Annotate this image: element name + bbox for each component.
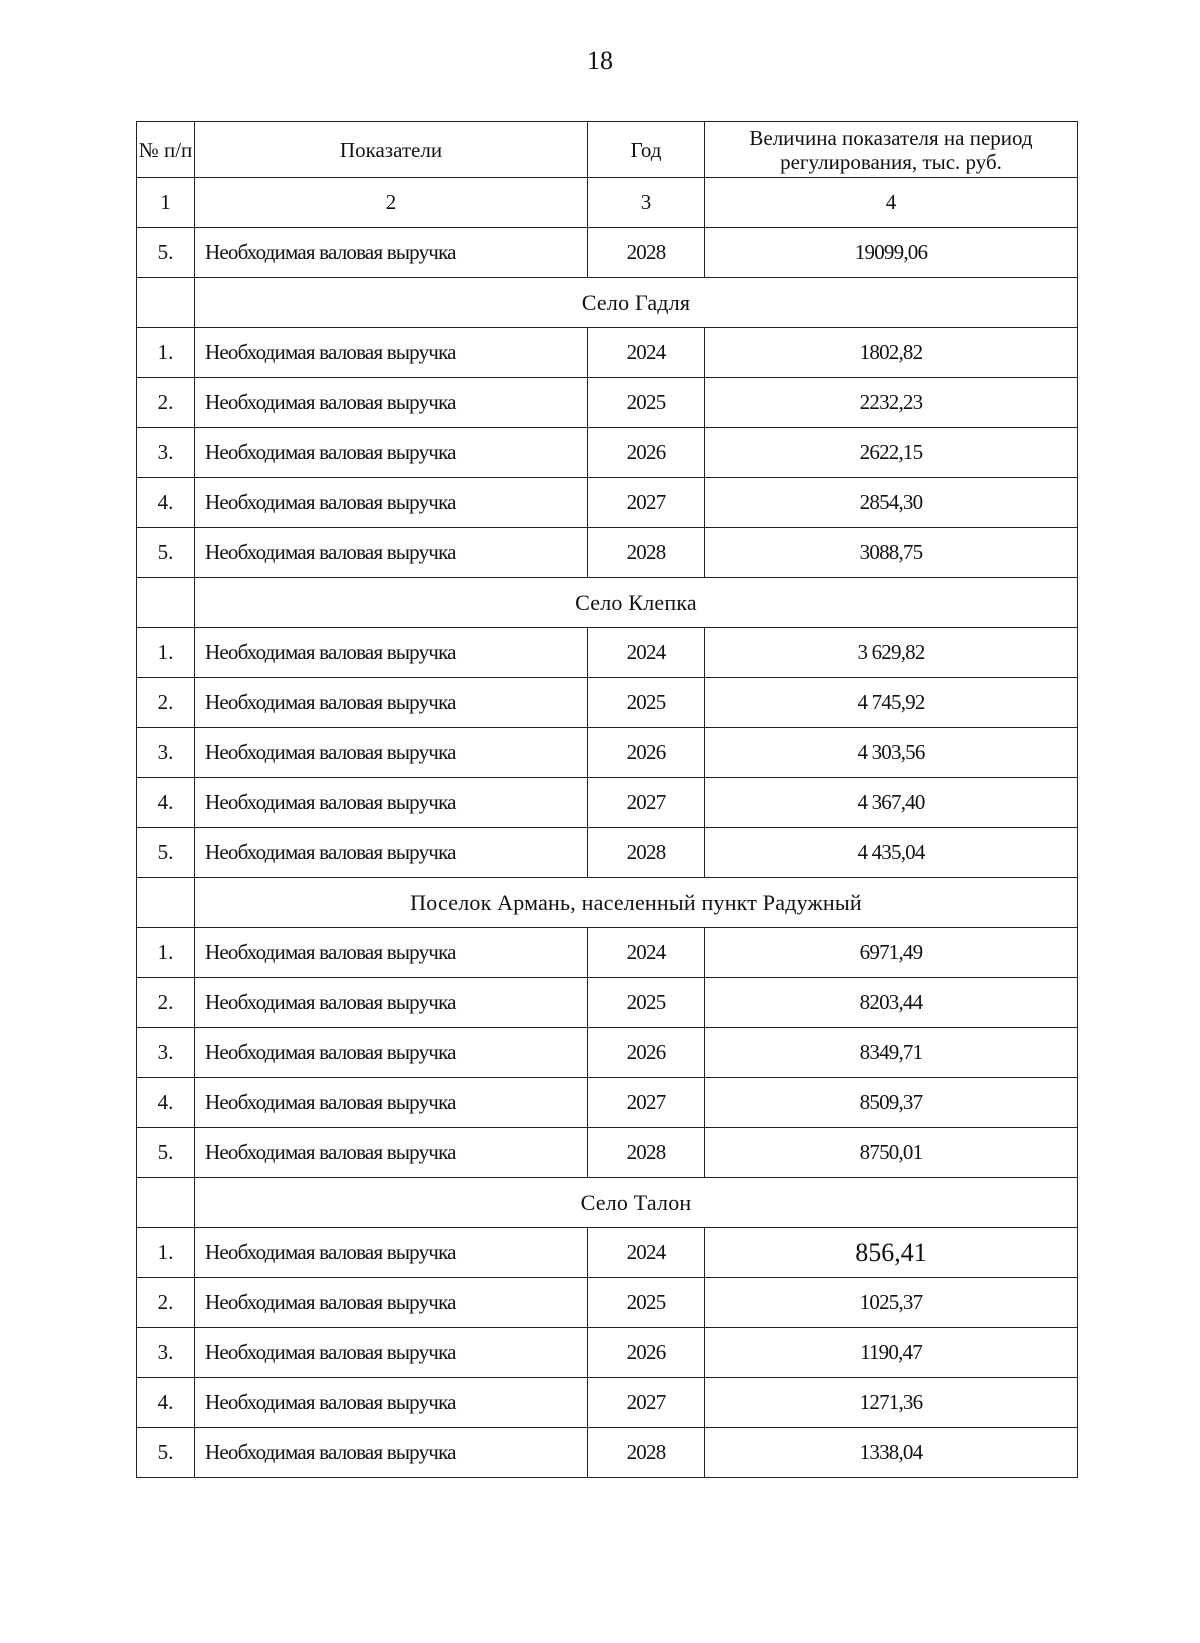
- row-number: 2.: [137, 678, 195, 728]
- row-value: 1271,36: [705, 1378, 1078, 1428]
- row-year: 2025: [588, 978, 705, 1028]
- table-row: [137, 778, 1078, 828]
- section-empty-cell: [137, 278, 195, 328]
- table-row: [137, 928, 1078, 978]
- header-year: Год: [588, 122, 705, 178]
- indicators-table: [136, 121, 1078, 1478]
- table-row: [137, 1078, 1078, 1128]
- row-year: 2027: [588, 778, 705, 828]
- row-value: 4 435,04: [705, 828, 1078, 878]
- row-value: 8349,71: [705, 1028, 1078, 1078]
- row-number: 4.: [137, 478, 195, 528]
- row-value: 8750,01: [705, 1128, 1078, 1178]
- row-number: 5.: [137, 828, 195, 878]
- row-value: 856,41: [705, 1228, 1078, 1278]
- table-row: [137, 1128, 1078, 1178]
- row-value: 19099,06: [705, 228, 1078, 278]
- row-year: 2028: [588, 228, 705, 278]
- table-header-row: [137, 122, 1078, 178]
- row-indicator: Необходимая валовая выручка: [195, 1028, 588, 1078]
- row-value: 4 745,92: [705, 678, 1078, 728]
- table-row: [137, 678, 1078, 728]
- row-year: 2025: [588, 678, 705, 728]
- row-indicator: Необходимая валовая выручка: [195, 1128, 588, 1178]
- row-value: 3088,75: [705, 528, 1078, 578]
- row-year: 2024: [588, 628, 705, 678]
- table-row: [137, 828, 1078, 878]
- row-year: 2028: [588, 828, 705, 878]
- table-row: [137, 1228, 1078, 1278]
- row-number: 3.: [137, 428, 195, 478]
- header-value: Величина показателя на период регулирования, тыс. руб.: [705, 122, 1078, 178]
- row-number: 4.: [137, 778, 195, 828]
- section-row: [137, 878, 1078, 928]
- row-value: 1338,04: [705, 1428, 1078, 1478]
- row-year: 2024: [588, 1228, 705, 1278]
- page-number: 18: [587, 46, 613, 75]
- row-value: 8203,44: [705, 978, 1078, 1028]
- table-row: [137, 628, 1078, 678]
- row-number: 1.: [137, 1228, 195, 1278]
- row-number: 1.: [137, 928, 195, 978]
- table-row: [137, 1328, 1078, 1378]
- row-value: 1025,37: [705, 1278, 1078, 1328]
- row-number: 2.: [137, 1278, 195, 1328]
- row-indicator: Необходимая валовая выручка: [195, 678, 588, 728]
- column-number-cell: 4: [705, 178, 1078, 228]
- row-value: 2622,15: [705, 428, 1078, 478]
- row-value: 8509,37: [705, 1078, 1078, 1128]
- column-number-cell: 3: [588, 178, 705, 228]
- row-indicator: Необходимая валовая выручка: [195, 428, 588, 478]
- row-number: 5.: [137, 1428, 195, 1478]
- column-number-row: [137, 178, 1078, 228]
- row-year: 2028: [588, 1128, 705, 1178]
- row-indicator: Необходимая валовая выручка: [195, 778, 588, 828]
- table-row: [137, 328, 1078, 378]
- row-year: 2024: [588, 928, 705, 978]
- table-row: [137, 1278, 1078, 1328]
- table-row: [137, 228, 1078, 278]
- row-number: 5.: [137, 228, 195, 278]
- row-value: 2854,30: [705, 478, 1078, 528]
- row-year: 2024: [588, 328, 705, 378]
- row-year: 2026: [588, 1328, 705, 1378]
- row-number: 5.: [137, 1128, 195, 1178]
- table-row: [137, 528, 1078, 578]
- section-empty-cell: [137, 578, 195, 628]
- row-number: 5.: [137, 528, 195, 578]
- row-value: 4 303,56: [705, 728, 1078, 778]
- section-title: Село Талон: [195, 1178, 1078, 1228]
- row-number: 3.: [137, 1028, 195, 1078]
- column-number-cell: 1: [137, 178, 195, 228]
- row-indicator: Необходимая валовая выручка: [195, 728, 588, 778]
- row-year: 2026: [588, 728, 705, 778]
- table-row: [137, 1028, 1078, 1078]
- row-indicator: Необходимая валовая выручка: [195, 1378, 588, 1428]
- table-row: [137, 428, 1078, 478]
- row-indicator: Необходимая валовая выручка: [195, 328, 588, 378]
- row-number: 3.: [137, 728, 195, 778]
- row-number: 3.: [137, 1328, 195, 1378]
- row-number: 4.: [137, 1078, 195, 1128]
- row-year: 2025: [588, 378, 705, 428]
- row-number: 1.: [137, 628, 195, 678]
- row-year: 2025: [588, 1278, 705, 1328]
- row-number: 2.: [137, 378, 195, 428]
- section-title: Село Клепка: [195, 578, 1078, 628]
- row-number: 2.: [137, 978, 195, 1028]
- section-row: [137, 278, 1078, 328]
- section-title: Поселок Армань, населенный пункт Радужный: [195, 878, 1078, 928]
- table-row: [137, 1428, 1078, 1478]
- row-number: 4.: [137, 1378, 195, 1428]
- table-row: [137, 1378, 1078, 1428]
- section-title: Село Гадля: [195, 278, 1078, 328]
- row-indicator: Необходимая валовая выручка: [195, 1278, 588, 1328]
- section-row: [137, 1178, 1078, 1228]
- header-indicator: Показатели: [195, 122, 588, 178]
- row-value: 2232,23: [705, 378, 1078, 428]
- row-value: 3 629,82: [705, 628, 1078, 678]
- row-number: 1.: [137, 328, 195, 378]
- row-indicator: Необходимая валовая выручка: [195, 228, 588, 278]
- row-year: 2027: [588, 1378, 705, 1428]
- row-year: 2027: [588, 478, 705, 528]
- table-body: [137, 122, 1078, 1478]
- row-indicator: Необходимая валовая выручка: [195, 828, 588, 878]
- row-indicator: Необходимая валовая выручка: [195, 528, 588, 578]
- table-row: [137, 728, 1078, 778]
- section-row: [137, 578, 1078, 628]
- table-row: [137, 478, 1078, 528]
- row-indicator: Необходимая валовая выручка: [195, 1228, 588, 1278]
- row-value: 1190,47: [705, 1328, 1078, 1378]
- row-indicator: Необходимая валовая выручка: [195, 628, 588, 678]
- row-indicator: Необходимая валовая выручка: [195, 1078, 588, 1128]
- row-indicator: Необходимая валовая выручка: [195, 928, 588, 978]
- table-row: [137, 978, 1078, 1028]
- row-year: 2028: [588, 528, 705, 578]
- row-indicator: Необходимая валовая выручка: [195, 978, 588, 1028]
- column-number-cell: 2: [195, 178, 588, 228]
- row-value: 6971,49: [705, 928, 1078, 978]
- section-empty-cell: [137, 878, 195, 928]
- row-year: 2027: [588, 1078, 705, 1128]
- row-indicator: Необходимая валовая выручка: [195, 378, 588, 428]
- header-number: № п/п: [137, 122, 195, 178]
- row-value: 4 367,40: [705, 778, 1078, 828]
- row-year: 2026: [588, 1028, 705, 1078]
- row-year: 2028: [588, 1428, 705, 1478]
- section-empty-cell: [137, 1178, 195, 1228]
- row-indicator: Необходимая валовая выручка: [195, 478, 588, 528]
- table-row: [137, 378, 1078, 428]
- row-indicator: Необходимая валовая выручка: [195, 1428, 588, 1478]
- row-year: 2026: [588, 428, 705, 478]
- row-value: 1802,82: [705, 328, 1078, 378]
- row-indicator: Необходимая валовая выручка: [195, 1328, 588, 1378]
